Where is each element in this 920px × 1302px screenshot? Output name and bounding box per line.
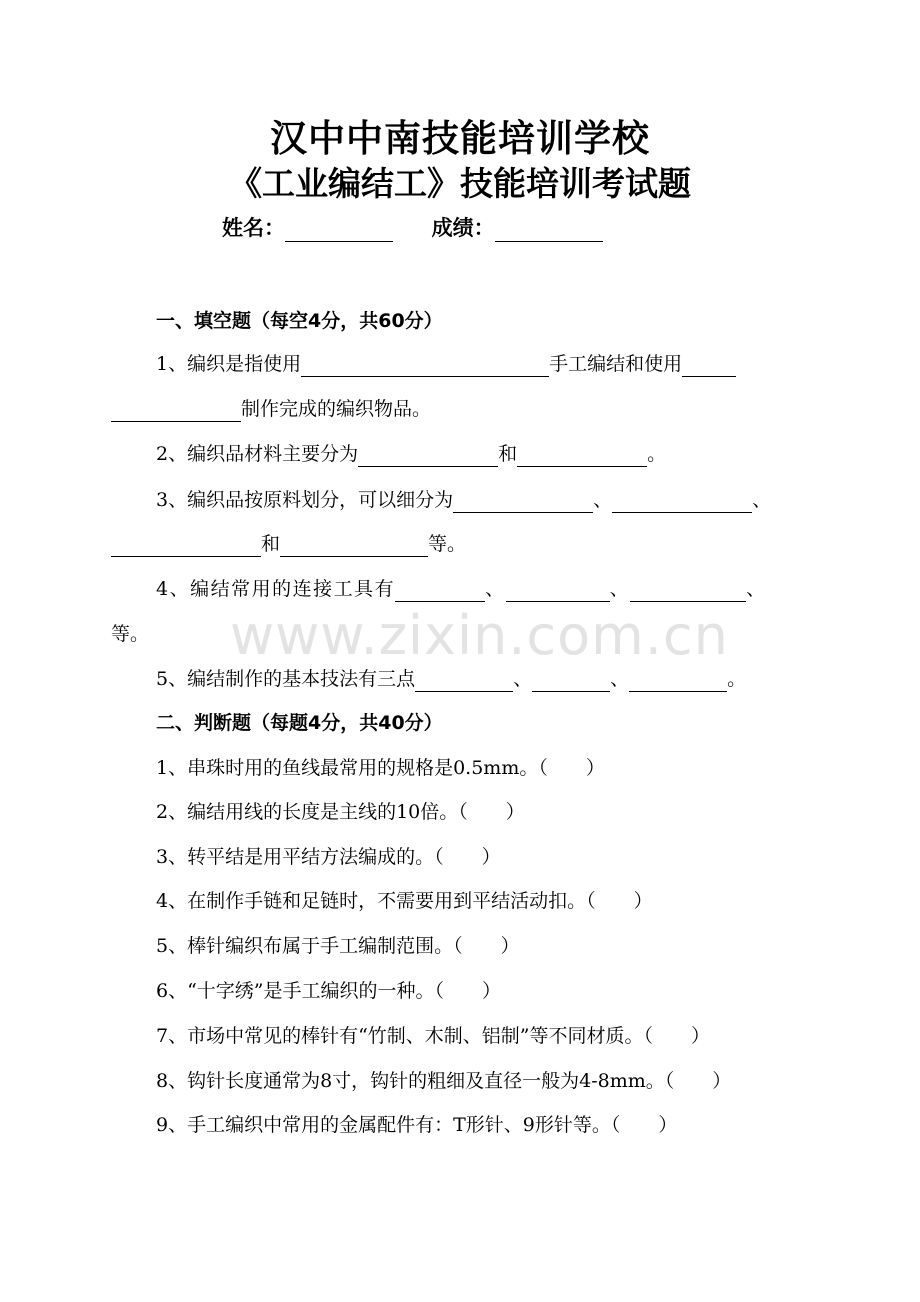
q1-blank-2b[interactable] [111, 401, 241, 422]
judge-item-7: 7、市场中常见的棒针有“竹制、木制、铝制”等不同材质。（ ） [156, 1025, 711, 1047]
q1-text-c: 制作完成的编织物品。 [241, 398, 432, 420]
judge-item-4: 4、在制作手链和足链时，不需要用到平结活动扣。（ ） [156, 890, 653, 912]
q5-blank-3[interactable] [629, 671, 727, 692]
name-label: 姓名： [222, 216, 285, 240]
judge-item-1: 1、串珠时用的鱼线最常用的规格是0.5mm。（ ） [156, 757, 605, 779]
score-blank[interactable] [495, 219, 603, 242]
q5-blank-2[interactable] [532, 671, 610, 692]
q4-blank-1[interactable] [395, 581, 485, 602]
exam-title: 《工业编结工》技能培训考试题 [229, 164, 691, 203]
q3-blank-1[interactable] [453, 492, 593, 513]
judge-item-8: 8、钩针长度通常为8寸，钩针的粗细及直径一般为4-8mm。（ ） [156, 1070, 732, 1092]
q4-text-a: 4、编结常用的连接工具有 [156, 578, 396, 600]
q1-blank-2a[interactable] [682, 356, 736, 377]
q3-text-a: 3、编织品按原料划分，可以细分为 [156, 489, 454, 511]
q3-sep-2: 、 [752, 489, 772, 511]
watermark: www.zixin.com.cn [230, 604, 729, 667]
q3-sep-1: 、 [593, 489, 613, 511]
judge-item-9: 9、手工编织中常用的金属配件有：T形针、9形针等。（ ） [156, 1114, 678, 1136]
q4-blank-2[interactable] [506, 581, 610, 602]
question-4-line1 [156, 576, 767, 602]
q5-sep-1: 、 [513, 668, 533, 690]
q2-text-b: 和 [498, 443, 518, 465]
q5-blank-1[interactable] [415, 671, 513, 692]
q5-text-a: 5、编结制作的基本技法有三点 [156, 668, 416, 690]
question-1-line1 [156, 351, 736, 377]
q4-sep-1: 、 [485, 578, 506, 600]
q3-blank-2[interactable] [612, 492, 752, 513]
q3-text-b: 和 [261, 533, 281, 555]
q4-sep-2: 、 [609, 578, 631, 600]
q2-blank-1[interactable] [358, 446, 498, 467]
question-3-line2 [111, 531, 466, 557]
q4-blank-3[interactable] [630, 581, 746, 602]
question-3-line1 [156, 487, 771, 513]
school-title: 汉中中南技能培训学校 [270, 117, 650, 160]
q4-sep-3: 、 [746, 578, 767, 600]
judge-item-5: 5、棒针编织布属于手工编制范围。（ ） [156, 935, 520, 957]
q1-text-a: 1、编织是指使用 [156, 353, 302, 375]
q1-blank-1[interactable] [301, 356, 549, 377]
q5-end: 。 [727, 668, 747, 690]
judge-item-3: 3、转平结是用平结方法编成的。（ ） [156, 846, 501, 868]
question-2 [156, 441, 666, 467]
section2-heading: 二、判断题（每题4分，共40分） [156, 712, 443, 734]
q2-blank-2[interactable] [517, 446, 647, 467]
score-label: 成绩： [431, 216, 495, 240]
question-1-line2 [111, 396, 431, 422]
q3-blank-4[interactable] [280, 536, 428, 557]
judge-item-2: 2、编结用线的长度是主线的10倍。（ ） [156, 801, 525, 823]
question-5 [156, 666, 746, 692]
name-blank[interactable] [285, 219, 393, 242]
q2-text-a: 2、编织品材料主要分为 [156, 443, 359, 465]
question-4-line2: 等。 [111, 623, 150, 645]
q2-text-c: 。 [647, 443, 667, 465]
section1-heading: 一、填空题（每空4分，共60分） [156, 310, 443, 332]
q5-sep-2: 、 [610, 668, 630, 690]
q3-text-c: 等。 [428, 533, 467, 555]
student-info [222, 212, 603, 242]
judge-item-6: 6、“十字绣”是手工编织的一种。（ ） [156, 980, 502, 1002]
q1-text-b: 手工编结和使用 [549, 353, 683, 375]
q3-blank-3[interactable] [111, 536, 261, 557]
